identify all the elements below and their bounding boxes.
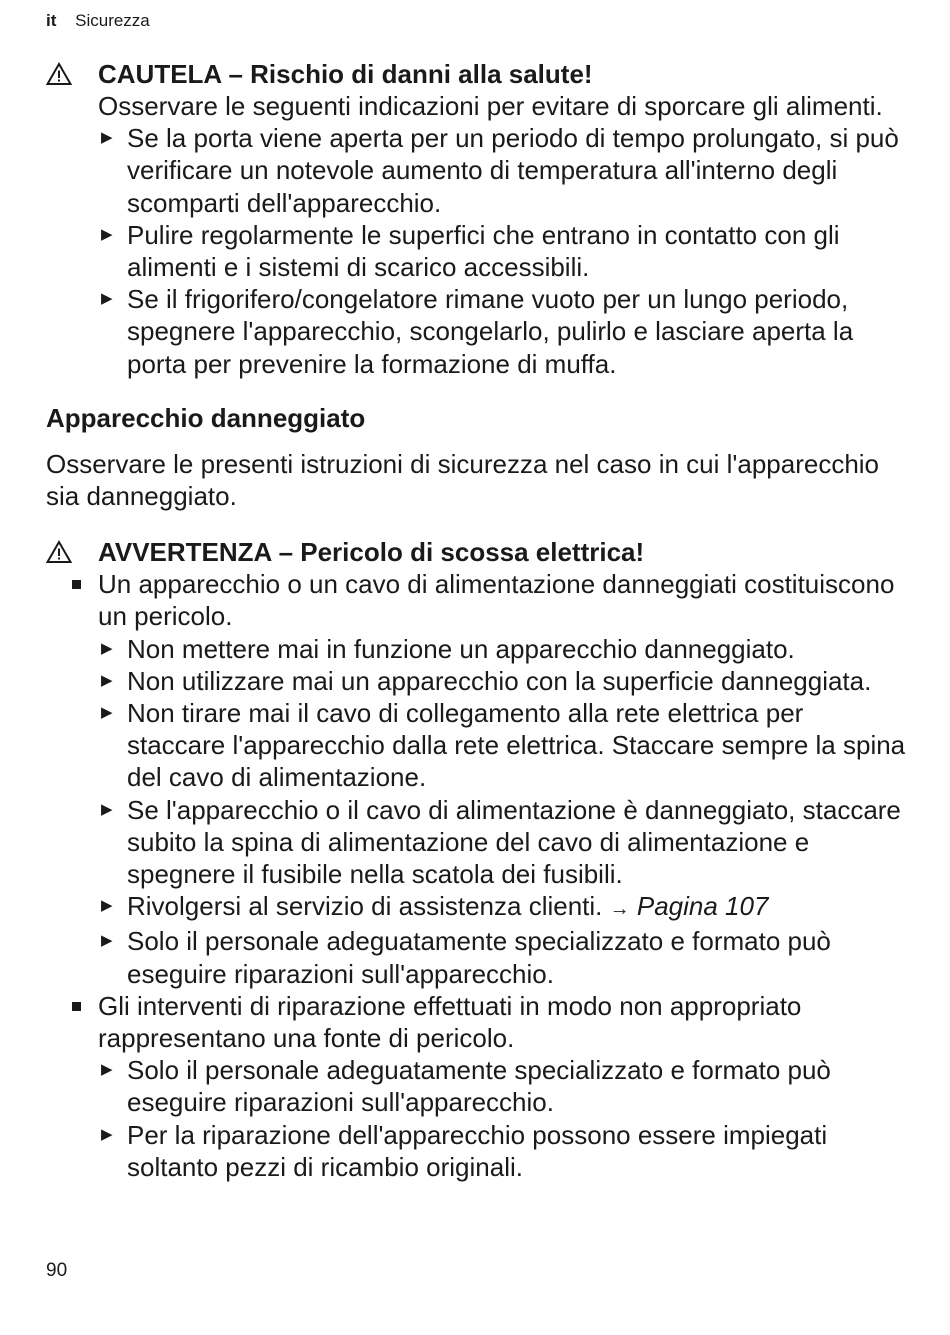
page-header <box>46 10 150 32</box>
arrow-bullet-icon: ▶ <box>101 932 113 950</box>
section-title: Sicurezza <box>75 11 150 30</box>
list-item: ▶ Se la porta viene aperta per un periodo di tempo prolungato, si può verificare un notevole aumento di temperatura all'interno degli scomparti dell'apparecchio. <box>98 122 906 219</box>
caution-title <box>46 58 906 90</box>
page-number: 90 <box>46 1260 68 1281</box>
list-item: ▶ Per la riparazione dell'apparecchio possono essere impiegati soltanto pezzi di ricambio originali. <box>98 1119 906 1183</box>
list-item: ▶ Non tirare mai il cavo di collegamento alla rete elettrica per staccare l'apparecchio dalla rete elettrica. Staccare sempre la spina del cavo di alimentazione. <box>98 697 906 794</box>
caution-intro: Osservare le seguenti indicazioni per evitare di sporcare gli alimenti. <box>98 91 883 121</box>
group-text: Gli interventi di riparazione effettuati in modo non appropriato rappresentano una fonte di pericolo. <box>98 990 802 1054</box>
warning-triangle-icon <box>46 540 98 564</box>
list-group <box>46 568 906 632</box>
arrow-bullet-icon: ▶ <box>101 800 113 818</box>
square-bullet-icon <box>46 990 98 1054</box>
arrow-bullet-icon: ▶ <box>101 671 113 689</box>
list-item: ▶ Solo il personale adeguatamente specializzato e formato può eseguire riparazioni sull'apparecchio. <box>98 1054 906 1118</box>
section-intro: Osservare le presenti istruzioni di sicurezza nel caso in cui l'apparecchio sia danneggiato. <box>46 448 880 512</box>
list-item: ▶ Pulire regolarmente le superfici che entrano in contatto con gli alimenti e i sistemi di scarico accessibili. <box>98 219 906 283</box>
arrow-bullet-icon: ▶ <box>101 1061 113 1079</box>
language-code: it <box>46 11 57 30</box>
section-heading: Apparecchio danneggiato <box>46 402 366 433</box>
list-item: ▶ Non utilizzare mai un apparecchio con la superficie danneggiata. <box>98 665 906 697</box>
page-content <box>46 58 906 1183</box>
arrow-bullet-icon: ▶ <box>101 1125 113 1143</box>
arrow-bullet-icon: ▶ <box>101 129 113 147</box>
warning-triangle-icon <box>46 62 98 86</box>
warning-title <box>46 536 906 568</box>
list-item: ▶ Rivolgersi al servizio di assistenza clienti. → Pagina 107 <box>98 890 906 925</box>
list-item: ▶ Non mettere mai in funzione un apparecchio danneggiato. <box>98 633 906 665</box>
square-bullet-icon <box>46 568 98 632</box>
arrow-right-icon: → <box>609 898 630 921</box>
list-item: ▶ Se l'apparecchio o il cavo di alimentazione è danneggiato, staccare subito la spina di alimentazione del cavo di alimentazione e spegnere il fusibile nella scatola dei fusibili. <box>98 794 906 891</box>
arrow-bullet-icon: ▶ <box>101 704 113 722</box>
group-text: Un apparecchio o un cavo di alimentazione danneggiati costituiscono un pericolo. <box>98 569 895 632</box>
list-group <box>46 990 906 1054</box>
list-item: ▶ Solo il personale adeguatamente specializzato e formato può eseguire riparazioni sull'apparecchio. <box>98 925 906 989</box>
warning-title-text: AVVERTENZA – Pericolo di scossa elettrica! <box>98 537 645 568</box>
list-item: ▶ Se il frigorifero/congelatore rimane vuoto per un lungo periodo, spegnere l'apparecchio, scongelarlo, pulirlo e lasciare aperta la porta per prevenire la formazione di muffa. <box>98 283 906 380</box>
arrow-bullet-icon: ▶ <box>101 290 113 308</box>
arrow-bullet-icon: ▶ <box>101 897 113 915</box>
caution-title-text: CAUTELA – Rischio di danni alla salute! <box>98 59 593 89</box>
page-reference-link[interactable]: Pagina 107 <box>636 891 769 922</box>
arrow-bullet-icon: ▶ <box>101 639 113 657</box>
arrow-bullet-icon: ▶ <box>101 225 113 243</box>
